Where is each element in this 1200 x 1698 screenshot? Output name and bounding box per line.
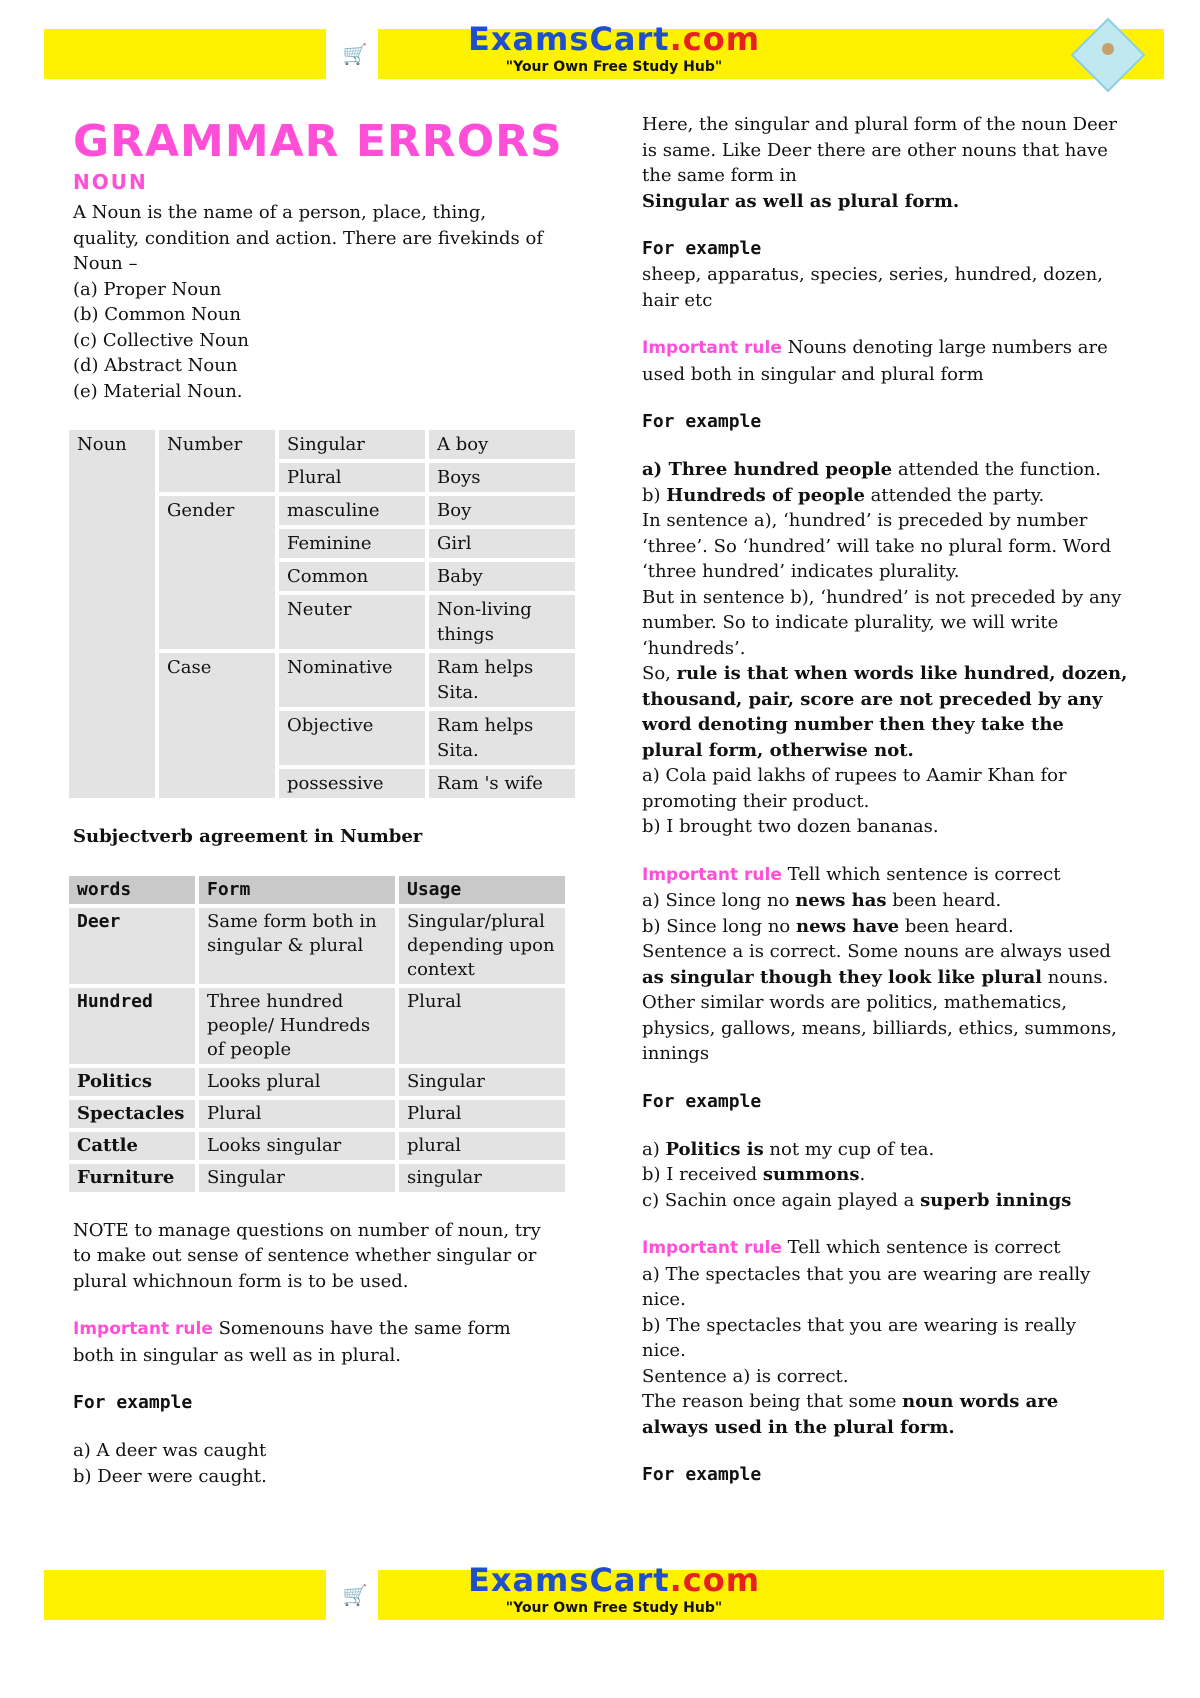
- table-row: [69, 1164, 565, 1192]
- important-rule-label: Important rule: [642, 864, 782, 885]
- table-header: Form: [199, 876, 395, 904]
- table-cell: Baby: [429, 562, 575, 591]
- example-line: a) Since long no news has been heard.: [642, 890, 1002, 911]
- site-tagline: "Your Own Free Study Hub": [505, 1600, 723, 1616]
- table-cell: Looks plural: [199, 1068, 395, 1096]
- paragraph-line: ‘hundreds’.: [642, 637, 746, 659]
- page-title: GRAMMAR ERRORS: [73, 116, 563, 167]
- table-cell: Deer: [69, 908, 195, 984]
- for-example-heading: For example: [73, 1392, 193, 1413]
- important-rule-text: both in singular as well as in plural.: [73, 1344, 401, 1366]
- table-cell: Singular: [399, 1068, 565, 1096]
- example-line: a) Cola paid lakhs of rupees to Aamir Khan for: [642, 765, 1067, 786]
- table-cell: A boy: [429, 430, 575, 459]
- intro-line: A Noun is the name of a person, place, thing,: [73, 202, 487, 223]
- example-line: c) Sachin once again played a superb innings: [642, 1189, 1072, 1211]
- table-cell: Ram 's wife: [429, 769, 575, 798]
- important-rule-text: Somenouns have the same form: [212, 1318, 511, 1339]
- paragraph-line: ‘three’. So ‘hundred’ will take no plural form. Word: [642, 535, 1112, 557]
- table-header: words: [69, 876, 195, 904]
- table-cell: Objective: [279, 711, 425, 765]
- example-line: nice.: [642, 1340, 686, 1361]
- table-cell: Three hundred people/ Hundreds of people: [199, 988, 395, 1064]
- paragraph-line: physics, gallows, means, billiards, ethics, summons,: [642, 1017, 1117, 1039]
- important-rule: Important rule Tell which sentence is correct: [642, 1237, 1061, 1258]
- header-banner: [44, 20, 1164, 79]
- example-line: a) Politics is not my cup of tea.: [642, 1138, 935, 1160]
- important-rule-text: used both in singular and plural form: [642, 363, 984, 385]
- table-cell: Feminine: [279, 529, 425, 558]
- number-cell: Number: [159, 430, 275, 492]
- table-cell: Spectacles: [69, 1100, 195, 1128]
- table-cell: Neuter: [279, 595, 425, 649]
- site-logo[interactable]: ExamsCart.com: [467, 1561, 761, 1599]
- intro-line: (d) Abstract Noun: [73, 355, 238, 376]
- table-cell: Plural: [199, 1100, 395, 1128]
- section-subtitle: NOUN: [73, 170, 148, 194]
- example-line: b) Deer were caught.: [73, 1465, 267, 1487]
- table-cell: Same form both in singular & plural: [199, 908, 395, 984]
- paragraph-line: In sentence a), ‘hundred’ is preceded by number: [642, 510, 1088, 531]
- paragraph-line: Sentence a is correct. Some nouns are always used: [642, 941, 1111, 962]
- table-cell: Non-living things: [429, 595, 575, 649]
- left-column: [73, 112, 583, 1489]
- noun-table: [65, 426, 579, 802]
- paragraph-line: Other similar words are politics, mathematics,: [642, 992, 1067, 1013]
- intro-line: (b) Common Noun: [73, 304, 241, 325]
- example-line: b) I received summons.: [642, 1164, 866, 1185]
- cart-icon: 🛒: [342, 42, 368, 66]
- table-cell: Boy: [429, 496, 575, 525]
- table-cell: Plural: [399, 1100, 565, 1128]
- table-cell: masculine: [279, 496, 425, 525]
- paragraph-line: always used in the plural form.: [642, 1416, 955, 1438]
- intro-line: (e) Material Noun.: [73, 380, 243, 402]
- usage-table: [65, 872, 569, 1196]
- noun-cell: Noun: [69, 430, 155, 798]
- example-line: a) A deer was caught: [73, 1440, 267, 1461]
- example-line: promoting their product.: [642, 790, 870, 812]
- table-cell: Singular/plural depending upon context: [399, 908, 565, 984]
- right-column: [642, 112, 1142, 1488]
- rule-line: plural form, otherwise not.: [642, 739, 914, 761]
- site-tagline: "Your Own Free Study Hub": [505, 59, 723, 75]
- footer-banner: [44, 1561, 1164, 1620]
- example-line: b) I brought two dozen bananas.: [642, 816, 939, 837]
- paragraph-line: The reason being that some noun words are: [642, 1391, 1059, 1412]
- table-cell: Common: [279, 562, 425, 591]
- table-cell: Boys: [429, 463, 575, 492]
- for-example-heading: For example: [642, 1090, 762, 1112]
- example-line: Sentence a) is correct.: [642, 1365, 849, 1387]
- example-line: b) The spectacles that you are wearing is really: [642, 1314, 1077, 1336]
- paragraph-line: But in sentence b), ‘hundred’ is not preceded by any: [642, 586, 1122, 608]
- important-rule-text: Nouns denoting large numbers are: [781, 337, 1108, 358]
- table-cell: Girl: [429, 529, 575, 558]
- site-logo[interactable]: ExamsCart.com: [467, 20, 761, 58]
- paragraph-line: innings: [642, 1043, 710, 1064]
- table-cell: Ram helps Sita.: [429, 653, 575, 707]
- table-cell: Singular: [199, 1164, 395, 1192]
- table-cell: Nominative: [279, 653, 425, 707]
- important-rule-label: Important rule: [642, 338, 782, 358]
- table-cell: possessive: [279, 769, 425, 798]
- gender-cell: Gender: [159, 496, 275, 649]
- example-line: nice.: [642, 1289, 686, 1310]
- example-line: a) Three hundred people attended the function.: [642, 459, 1101, 480]
- table-header: Usage: [399, 876, 565, 904]
- for-example-heading: For example: [642, 238, 762, 259]
- table-cell: Politics: [69, 1068, 195, 1096]
- rule-line: word denoting number then they take the: [642, 714, 1064, 735]
- note-line: plural whichnoun form is to be used.: [73, 1270, 409, 1292]
- diamond-badge-icon: [1068, 15, 1148, 95]
- table-row: [69, 1100, 565, 1128]
- paragraph-line: Here, the singular and plural form of the noun Deer: [642, 114, 1118, 135]
- note-line: to make out sense of sentence whether singular or: [73, 1245, 537, 1266]
- example-line: b) Hundreds of people attended the party.: [642, 484, 1045, 506]
- table-row: [69, 988, 565, 1064]
- paragraph-line: ‘three hundred’ indicates plurality.: [642, 561, 960, 582]
- table-cell: Furniture: [69, 1164, 195, 1192]
- table-cell: Plural: [279, 463, 425, 492]
- paragraph-line: Singular as well as plural form.: [642, 190, 960, 212]
- note-line: NOTE to manage questions on number of noun, try: [73, 1219, 541, 1241]
- table-cell: Singular: [279, 430, 425, 459]
- header-left-bar: [44, 29, 326, 79]
- footer-left-bar: [44, 1570, 326, 1620]
- table-cell: Cattle: [69, 1132, 195, 1160]
- table-cell: Ram helps Sita.: [429, 711, 575, 765]
- important-rule: Important rule Tell which sentence is correct: [642, 863, 1061, 885]
- table-cell: Looks singular: [199, 1132, 395, 1160]
- for-example-heading: For example: [642, 1464, 762, 1485]
- important-rule-label: Important rule: [642, 1238, 782, 1258]
- intro-line: quality, condition and action. There are fivekinds of: [73, 227, 543, 249]
- important-rule-label: Important rule: [73, 1319, 213, 1339]
- table-cell: Plural: [399, 988, 565, 1064]
- example-line: a) The spectacles that you are wearing are really: [642, 1263, 1091, 1285]
- paragraph-line: the same form in: [642, 165, 797, 186]
- intro-line: (c) Collective Noun: [73, 329, 250, 351]
- example-line: b) Since long no news have been heard.: [642, 915, 1014, 937]
- example-line: hair etc: [642, 289, 713, 311]
- case-cell: Case: [159, 653, 275, 798]
- paragraph-line: is same. Like Deer there are other nouns that have: [642, 139, 1108, 161]
- cart-icon: 🛒: [342, 1583, 368, 1607]
- table-cell: singular: [399, 1164, 565, 1192]
- example-line: sheep, apparatus, species, series, hundred, dozen,: [642, 264, 1103, 285]
- table-row: [69, 1132, 565, 1160]
- table-row: [69, 908, 565, 984]
- rule-line: So, rule is that when words like hundred, dozen,: [642, 663, 1128, 684]
- table-cell: plural: [399, 1132, 565, 1160]
- important-rule: [642, 335, 1142, 362]
- important-rule: [73, 1316, 583, 1343]
- intro-line: (a) Proper Noun: [73, 278, 222, 300]
- for-example-heading: For example: [642, 411, 762, 432]
- paragraph-line: as singular though they look like plural nouns.: [642, 966, 1109, 988]
- sva-heading: Subjectverb agreement in Number: [73, 826, 423, 847]
- intro-line: Noun –: [73, 253, 138, 274]
- paragraph-line: number. So to indicate plurality, we will write: [642, 612, 1059, 633]
- table-cell: Hundred: [69, 988, 195, 1064]
- table-row: [69, 1068, 565, 1096]
- rule-line: thousand, pair, score are not preceded by any: [642, 688, 1103, 710]
